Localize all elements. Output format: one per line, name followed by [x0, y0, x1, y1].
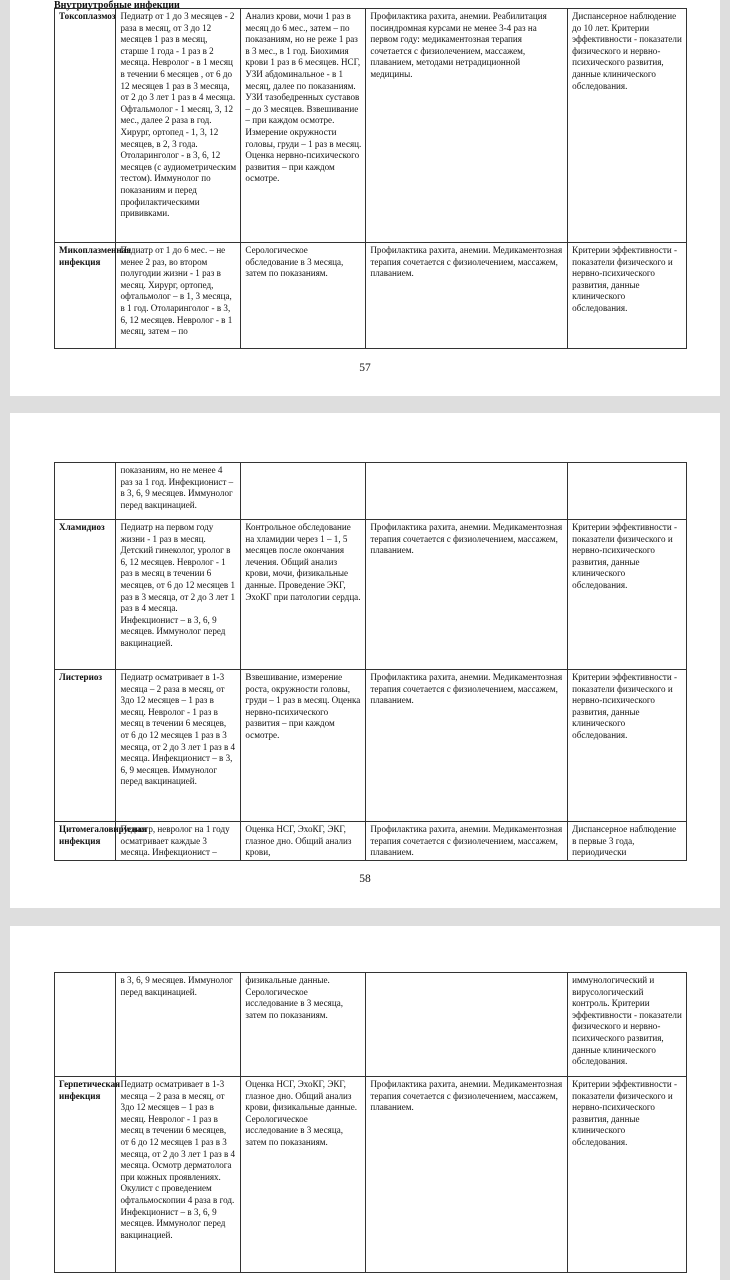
- infection-name: Хламидиоз: [55, 520, 116, 670]
- examination-cell: Оценка НСГ, ЭхоКГ, ЭКГ, глазное дно. Общий анализ крови, физикальные данные. Серологическое исследование в 3 месяца, затем по показаниям.: [241, 1077, 366, 1273]
- table-row: [55, 973, 687, 1077]
- examination-cell: [241, 463, 366, 520]
- examination-cell: Оценка НСГ, ЭхоКГ, ЭКГ, глазное дно. Общий анализ крови,: [241, 822, 366, 861]
- table-row: [55, 463, 687, 520]
- examination-cell: Серологическое обследование в 3 месяца, затем по показаниям.: [241, 243, 366, 349]
- observation-cell: Педиатр, невролог на 1 году осматривает каждые 3 месяца. Инфекционист –: [116, 822, 241, 861]
- infection-name: Микоплазменная инфекция: [55, 243, 116, 349]
- treatment-cell: [366, 973, 568, 1077]
- dispensary-table: [54, 972, 687, 1273]
- criteria-cell: [568, 463, 687, 520]
- treatment-cell: Профилактика рахита, анемии. Реабилитация посиндромная курсами не менее 3-4 раз на первом году: медикаментозная терапия сочетается с физиолечением, массажем, плаванием, методами нетрадиционной медицины.: [366, 9, 568, 243]
- observation-cell: показаниям, но не менее 4 раз за 1 год. Инфекционист – в 3, 6, 9 месяцев. Иммунолог перед вакцинацией.: [116, 463, 241, 520]
- page-number: 57: [359, 362, 371, 374]
- table-row: [55, 670, 687, 822]
- treatment-cell: Профилактика рахита, анемии. Медикаментозная терапия сочетается с физиолечением, массажем, плаванием.: [366, 822, 568, 861]
- infection-name: Токсоплазмоз: [55, 9, 116, 243]
- document-page-57: [10, 0, 720, 396]
- table-row: [55, 520, 687, 670]
- criteria-cell: Диспансерное наблюдение до 10 лет. Критерии эффективности - показатели физического и нервно-психического развития, данные клинического обследования.: [568, 9, 687, 243]
- document-page-58: [10, 413, 720, 908]
- treatment-cell: Профилактика рахита, анемии. Медикаментозная терапия сочетается с физиолечением, массажем, плаванием.: [366, 520, 568, 670]
- page-number: 58: [359, 873, 371, 885]
- criteria-cell: Диспансерное наблюдение в первые 3 года, периодически: [568, 822, 687, 861]
- table-row: [55, 1077, 687, 1273]
- infection-name: Герпетическая инфекция: [55, 1077, 116, 1273]
- infection-name: Цитомегаловирусная инфекция: [55, 822, 116, 861]
- observation-cell: в 3, 6, 9 месяцев. Иммунолог перед вакцинацией.: [116, 973, 241, 1077]
- table-row: [55, 822, 687, 861]
- examination-cell: Взвешивание, измерение роста, окружности головы, груди – 1 раз в месяц. Оценка нервно-психического развития – при каждом осмотре.: [241, 670, 366, 822]
- table-row: [55, 9, 687, 243]
- table-row: [55, 243, 687, 349]
- treatment-cell: Профилактика рахита, анемии. Медикаментозная терапия сочетается с физиолечением, массажем, плаванием.: [366, 670, 568, 822]
- examination-cell: Анализ крови, мочи 1 раз в месяц до 6 мес., затем – по показаниям, но не реже 1 раз в 3 мес., в 1 год. Биохимия крови 1 раз в 6 месяцев. НСГ, УЗИ абдоминальное - в 1 месяц, далее по показаниям. УЗИ тазобедренных суставов – до 3 месяцев. Взвешивание – при каждом осмотре. Измерение окружности головы, груди – 1 раз в месяц. Оценка нервно-психического развития – при каждом осмотре.: [241, 9, 366, 243]
- criteria-cell: Критерии эффективности - показатели физического и нервно-психического развития, данные клинического обследования.: [568, 670, 687, 822]
- treatment-cell: [366, 463, 568, 520]
- section-title: Внутриутробные инфекции: [54, 0, 180, 11]
- observation-cell: Педиатр от 1 до 6 мес. – не менее 2 раз, во втором полугодии жизни - 1 раз в месяц. Хирург, ортопед, офтальмолог – в 1, 3 месяца, в 1 год. Отоларинголог - в 3, 6, 12 месяцев. Невролог - в 1 месяц, затем – по: [116, 243, 241, 349]
- observation-cell: Педиатр от 1 до 3 месяцев - 2 раза в месяц, от 3 до 12 месяцев 1 раз в месяц, старше 1 года - 1 раз в 2 месяца. Невролог - в 1 месяц в течении 6 месяцев , от 6 до 12 месяцев 1 раз в 3 месяца, от 2 до 3 лет 1 раз в 4 месяца. Офтальмолог - 1 месяц, 3, 12 мес., далее 2 раза в год. Хирург, ортопед - 1, 3, 12 месяцев, в 2, 3 года. Отоларинголог - в 3, 6, 12 месяцев (с аудиометрическим тестом). Иммунолог по показаниям и перед профилактическими прививками.: [116, 9, 241, 243]
- criteria-cell: иммунологический и вирусологический контроль. Критерии эффективности - показатели физического и нервно-психического развития, данные клинического обследования.: [568, 973, 687, 1077]
- criteria-cell: Критерии эффективности - показатели физического и нервно-психического развития, данные клинического обследования.: [568, 243, 687, 349]
- observation-cell: Педиатр на первом году жизни - 1 раз в месяц. Детский гинеколог, уролог в 6, 12 месяцев. Невролог - 1 раз в месяц в течении 6 месяцев, от 6 до 12 месяцев 1 раз в 3 месяца, от 2 до 3 лет 1 раз в 4 месяца. Инфекционист – в 3, 6, 9 месяцев. Иммунолог перед вакцинацией.: [116, 520, 241, 670]
- examination-cell: Контрольное обследование на хламидии через 1 – 1, 5 месяцев после окончания лечения. Общий анализ крови, мочи, физикальные данные. Проведение ЭКГ, ЭхоКГ при патологии сердца.: [241, 520, 366, 670]
- examination-cell: физикальные данные. Серологическое исследование в 3 месяца, затем по показаниям.: [241, 973, 366, 1077]
- infection-name: Листериоз: [55, 670, 116, 822]
- observation-cell: Педиатр осматривает в 1-3 месяца – 2 раза в месяц, от 3до 12 месяцев – 1 раз в месяц. Невролог - 1 раз в месяц в течении 6 месяцев, от 6 до 12 месяцев 1 раз в 3 месяца, от 2 до 3 лет 1 раз в 4 месяца. Осмотр дерматолога при кожных проявлениях. Окулист с проведением офтальмоскопии 4 раза в год. Инфекционист – в 3, 6, 9 месяцев. Иммунолог перед вакцинацией.: [116, 1077, 241, 1273]
- treatment-cell: Профилактика рахита, анемии. Медикаментозная терапия сочетается с физиолечением, массажем, плаванием.: [366, 1077, 568, 1273]
- document-page-next: [10, 926, 720, 1280]
- observation-cell: Педиатр осматривает в 1-3 месяца – 2 раза в месяц, от 3до 12 месяцев – 1 раз в месяц. Невролог - 1 раз в месяц в течении 6 месяцев, от 6 до 12 месяцев 1 раз в 3 месяца, от 2 до 3 лет 1 раз в 4 месяца. Инфекционист – в 3, 6, 9 месяцев. Иммунолог перед вакцинацией.: [116, 670, 241, 822]
- dispensary-table: [54, 8, 687, 349]
- dispensary-table: [54, 462, 687, 861]
- infection-name: [55, 973, 116, 1077]
- treatment-cell: Профилактика рахита, анемии. Медикаментозная терапия сочетается с физиолечением, массажем, плаванием.: [366, 243, 568, 349]
- criteria-cell: Критерии эффективности - показатели физического и нервно-психического развития, данные клинического обследования.: [568, 1077, 687, 1273]
- criteria-cell: Критерии эффективности - показатели физического и нервно-психического развития, данные клинического обследования.: [568, 520, 687, 670]
- infection-name: [55, 463, 116, 520]
